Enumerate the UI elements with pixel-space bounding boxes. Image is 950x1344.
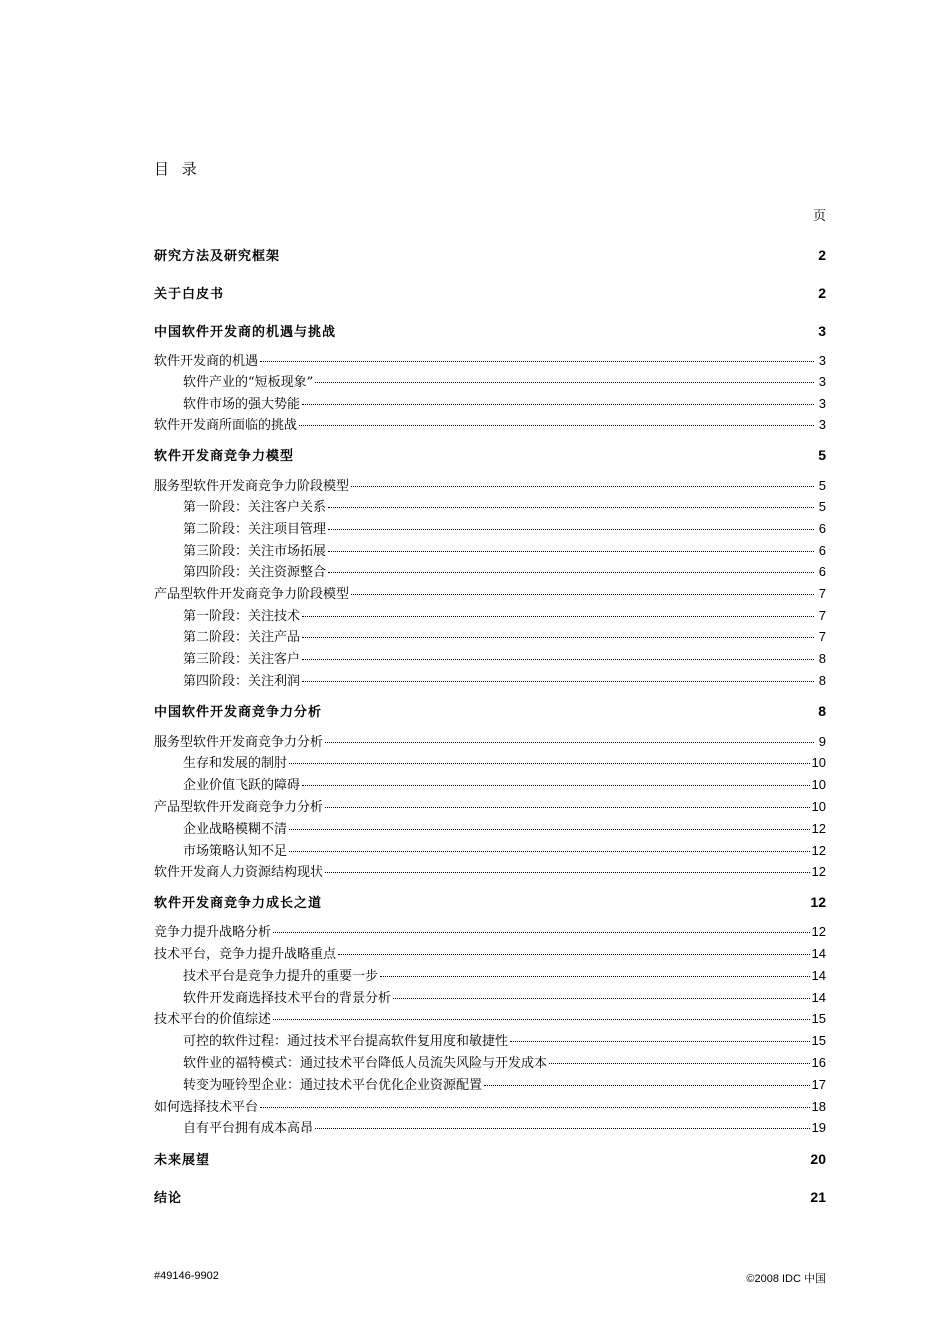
dot-leader: [325, 872, 810, 873]
toc-page-number: 17: [811, 1077, 826, 1092]
toc-entry-label: 企业价值飞跃的障碍: [183, 778, 301, 793]
toc-subsection[interactable]: [154, 561, 826, 581]
toc-entry-label: 服务型软件开发商竞争力分析: [154, 735, 324, 750]
toc-subsection[interactable]: [154, 965, 826, 985]
toc-page-number: 12: [811, 843, 826, 858]
toc-chapter[interactable]: [154, 321, 826, 341]
toc-page-number: 3: [818, 353, 826, 368]
toc-entry-label: 研究方法及研究框架: [154, 249, 281, 264]
dot-leader: [302, 637, 814, 638]
dot-leader: [328, 551, 814, 552]
toc-page-number: 14: [811, 968, 826, 983]
toc-entry-label: 技术平台是竞争力提升的重要一步: [183, 969, 379, 984]
toc-entry-label: 软件开发商人力资源结构现状: [154, 865, 324, 880]
toc-page-number: 6: [818, 543, 826, 558]
dot-leader: [302, 659, 814, 660]
toc-entry-label: 软件开发商所面临的挑战: [154, 418, 298, 433]
toc-entry-label: 第三阶段：关注市场拓展: [183, 544, 327, 559]
toc-entry-label: 关于白皮书: [154, 287, 225, 302]
toc-section[interactable]: [154, 796, 826, 816]
toc-entry-label: 服务型软件开发商竞争力阶段模型: [154, 479, 350, 494]
dot-leader: [260, 361, 814, 362]
toc-subsection[interactable]: [154, 670, 826, 690]
dot-leader: [302, 616, 814, 617]
toc-subsection[interactable]: [154, 752, 826, 772]
copyright-notice: ©2008 IDC 中国: [746, 1273, 826, 1285]
toc-entry-label: 企业战略模糊不清: [183, 822, 288, 837]
toc-chapter[interactable]: [154, 892, 826, 912]
toc-page-number: 12: [810, 894, 826, 910]
toc-section[interactable]: [154, 350, 826, 370]
toc-entry-label: 软件开发商竞争力成长之道: [154, 896, 323, 911]
toc-section[interactable]: [154, 731, 826, 751]
dot-leader: [289, 851, 810, 852]
dot-leader: [302, 785, 810, 786]
toc-page-number: 9: [818, 734, 826, 749]
dot-leader: [351, 486, 814, 487]
toc-subsection[interactable]: [154, 540, 826, 560]
toc-entry-label: 软件业的福特模式：通过技术平台降低人员流失风险与开发成本: [183, 1056, 548, 1071]
toc-entry-label: 生存和发展的制肘: [183, 756, 288, 771]
toc-page-number: 10: [811, 799, 826, 814]
dot-leader: [328, 572, 814, 573]
toc-entry-label: 技术平台，竞争力提升战略重点: [154, 947, 337, 962]
dot-leader: [315, 1128, 810, 1129]
toc-page-number: 8: [818, 651, 826, 666]
dot-leader: [328, 529, 814, 530]
toc-entry-label: 软件开发商选择技术平台的背景分析: [183, 991, 392, 1006]
dot-leader: [325, 807, 810, 808]
toc-entry-label: 中国软件开发商的机遇与挑战: [154, 325, 337, 340]
toc-page-number: 10: [811, 777, 826, 792]
toc-page-number: 7: [818, 586, 826, 601]
toc-entry-label: 转变为哑铃型企业：通过技术平台优化企业资源配置: [183, 1078, 483, 1093]
toc-page-number: 15: [811, 1011, 826, 1026]
toc-subsection[interactable]: [154, 1117, 826, 1137]
toc-section[interactable]: [154, 943, 826, 963]
toc-page-number: 8: [818, 673, 826, 688]
dot-leader: [302, 404, 814, 405]
toc-page-number: 20: [810, 1151, 826, 1167]
dot-leader: [289, 763, 810, 764]
toc-subsection[interactable]: [154, 774, 826, 794]
toc-entry-label: 可控的软件过程：通过技术平台提高软件复用度和敏捷性: [183, 1034, 509, 1049]
toc-entry-label: 第一阶段：关注客户关系: [183, 500, 327, 515]
toc-page-number: 7: [818, 608, 826, 623]
toc-entry-label: 中国软件开发商竞争力分析: [154, 705, 323, 720]
toc-page-number: 12: [811, 821, 826, 836]
toc-page-number: 14: [811, 990, 826, 1005]
toc-entry-label: 第三阶段：关注客户: [183, 652, 301, 667]
toc-subsection[interactable]: [154, 518, 826, 538]
toc-subsection[interactable]: [154, 648, 826, 668]
page-column-header: 页: [812, 209, 826, 224]
toc-entry-label: 自有平台拥有成本高昂: [183, 1121, 314, 1136]
toc-page-number: 7: [818, 629, 826, 644]
toc-page-number: 12: [811, 864, 826, 879]
toc-entry-label: 第二阶段：关注项目管理: [183, 522, 327, 537]
toc-page-number: 3: [818, 323, 826, 339]
toc-section[interactable]: [154, 414, 826, 434]
toc-subsection[interactable]: [154, 840, 826, 860]
toc-page-number: 16: [811, 1055, 826, 1070]
dot-leader: [302, 681, 814, 682]
toc-entry-label: 软件产业的“短板现象”: [183, 375, 314, 390]
dot-leader: [380, 976, 810, 977]
toc-section[interactable]: [154, 921, 826, 941]
toc-page-number: 12: [811, 924, 826, 939]
dot-leader: [299, 425, 814, 426]
toc-chapter[interactable]: [154, 245, 826, 265]
toc-chapter[interactable]: [154, 1187, 826, 1207]
dot-leader: [393, 998, 810, 999]
toc-page-number: 6: [818, 521, 826, 536]
toc-subsection[interactable]: [154, 496, 826, 516]
toc-page-number: 5: [818, 499, 826, 514]
dot-leader: [273, 932, 810, 933]
toc-page-number: 18: [811, 1099, 826, 1114]
toc-page-number: 5: [818, 478, 826, 493]
document-number: #49146-9902: [154, 1270, 219, 1282]
toc-section[interactable]: [154, 861, 826, 881]
toc-page-number: 10: [811, 755, 826, 770]
dot-leader: [549, 1063, 810, 1064]
dot-leader: [325, 742, 814, 743]
toc-entry-label: 第一阶段：关注技术: [183, 609, 301, 624]
toc-entry-label: 第四阶段：关注利润: [183, 674, 301, 689]
dot-leader: [260, 1107, 810, 1108]
toc-subsection[interactable]: [154, 1074, 826, 1094]
toc-page-number: 15: [811, 1033, 826, 1048]
toc-page-number: 3: [818, 417, 826, 432]
toc-subsection[interactable]: [154, 987, 826, 1007]
toc-entry-label: 软件开发商的机遇: [154, 354, 259, 369]
dot-leader: [328, 507, 814, 508]
toc-page-number: 14: [811, 946, 826, 961]
toc-entry-label: 软件开发商竞争力模型: [154, 449, 295, 464]
dot-leader: [510, 1041, 810, 1042]
toc-section[interactable]: [154, 1096, 826, 1116]
toc-entry-label: 产品型软件开发商竞争力阶段模型: [154, 587, 350, 602]
dot-leader: [273, 1019, 810, 1020]
toc-subsection[interactable]: [154, 626, 826, 646]
dot-leader: [351, 594, 814, 595]
toc-entry-label: 竞争力提升战略分析: [154, 925, 272, 940]
toc-page-number: 8: [818, 703, 826, 719]
dot-leader: [315, 382, 814, 383]
toc-chapter[interactable]: [154, 283, 826, 303]
toc-subsection[interactable]: [154, 818, 826, 838]
toc-entry-label: 技术平台的价值综述: [154, 1012, 272, 1027]
toc-section[interactable]: [154, 1008, 826, 1028]
page-title: 目 录: [154, 160, 201, 178]
toc-page-number: 5: [818, 447, 826, 463]
toc-subsection[interactable]: [154, 1030, 826, 1050]
toc-page-number: 19: [811, 1120, 826, 1135]
toc-page-number: 3: [818, 374, 826, 389]
toc-entry-label: 市场策略认知不足: [183, 844, 288, 859]
toc-entry-label: 软件市场的强大势能: [183, 397, 301, 412]
toc-subsection[interactable]: [154, 1052, 826, 1072]
dot-leader: [338, 954, 810, 955]
toc-subsection[interactable]: [154, 605, 826, 625]
toc-chapter[interactable]: [154, 701, 826, 721]
toc-subsection[interactable]: [154, 371, 826, 391]
toc-subsection[interactable]: [154, 393, 826, 413]
toc-section[interactable]: [154, 583, 826, 603]
toc-page-number: 21: [810, 1189, 826, 1205]
toc-page-number: 3: [818, 396, 826, 411]
toc-entry-label: 如何选择技术平台: [154, 1100, 259, 1115]
dot-leader: [484, 1085, 810, 1086]
toc-chapter[interactable]: [154, 445, 826, 465]
toc-entry-label: 第四阶段：关注资源整合: [183, 565, 327, 580]
toc-page-number: 2: [818, 285, 826, 301]
toc-chapter[interactable]: [154, 1149, 826, 1169]
toc-entry-label: 第二阶段：关注产品: [183, 630, 301, 645]
toc-section[interactable]: [154, 475, 826, 495]
toc-entry-label: 未来展望: [154, 1153, 211, 1168]
toc-page-number: 6: [818, 564, 826, 579]
toc-page-number: 2: [818, 247, 826, 263]
toc-entry-label: 结论: [154, 1191, 183, 1206]
toc-entry-label: 产品型软件开发商竞争力分析: [154, 800, 324, 815]
dot-leader: [289, 829, 810, 830]
